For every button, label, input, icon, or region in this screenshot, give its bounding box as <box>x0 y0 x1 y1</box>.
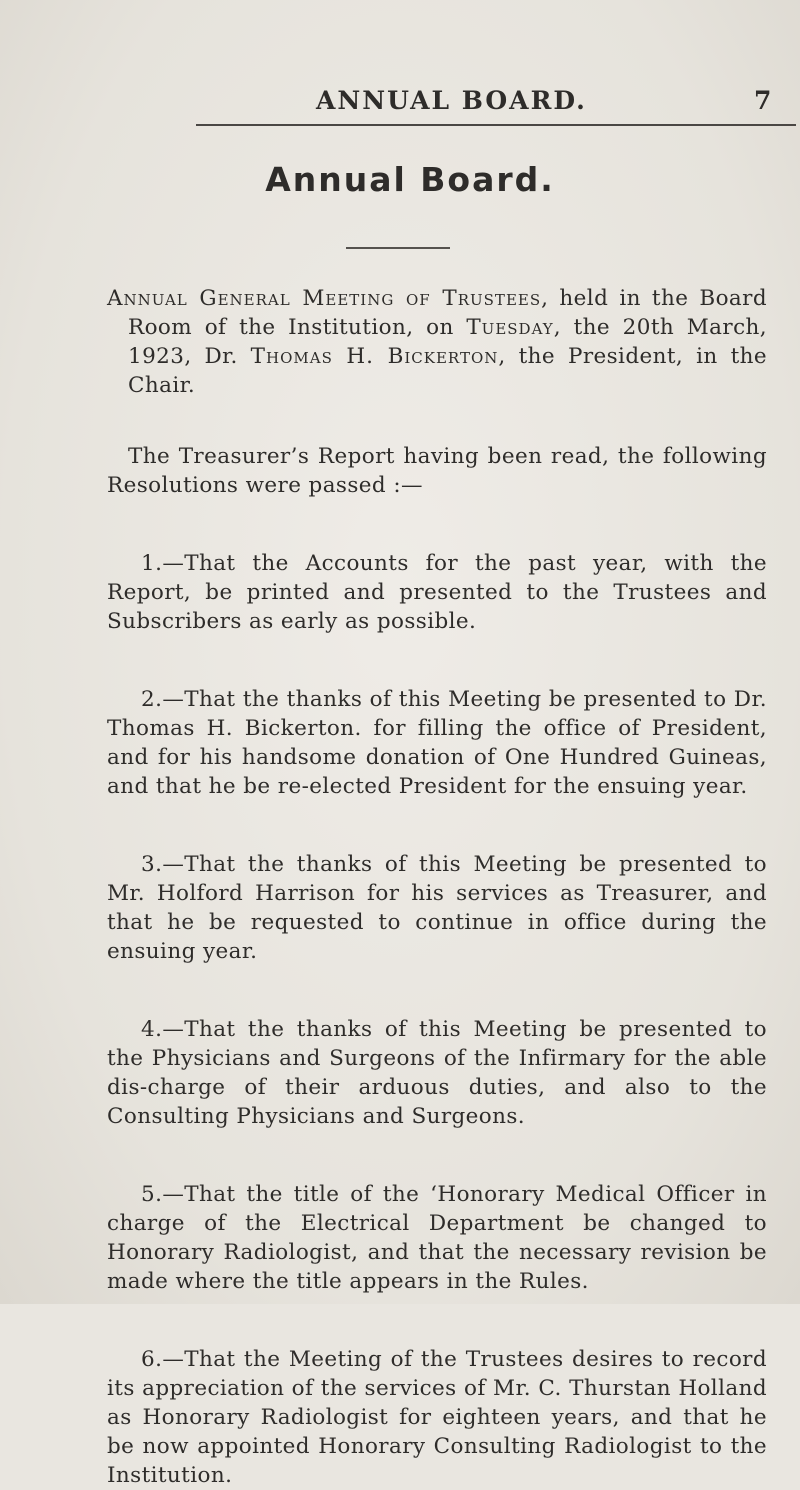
running-head <box>0 86 800 116</box>
meeting-preamble <box>107 284 767 400</box>
resolution-text: That the title of the ‘Honorary Medical Officer in charge of the Electrical Department be changed to Honorary Radiologist, and that the necessary revision be made where the title appears in the Rules. <box>107 1182 767 1294</box>
resolution-text: That the Meeting of the Trustees desires to record its appreciation of the services of Mr. C. Thurstan Holland as Honorary Radiologist for eighteen years, and that he be now appointed Honorary Consulting Radiologist to the Institution. <box>107 1347 767 1488</box>
meeting-date: , the 20th March, 1923, Dr. <box>128 315 767 369</box>
resolution-text: That the thanks of this Meeting be presented to Dr. Thomas H. Bickerton. for filling the office of President, and for his handsome donation of One Hundred Guineas, and that he be re-elected President for the ensuing year. <box>107 687 767 799</box>
resolution-text: That the thanks of this Meeting be presented to Mr. Holford Harrison for his services as Treasurer, and that he be requested to continue in office during the ensuing year. <box>107 852 767 964</box>
meeting-day: Tuesday <box>466 315 554 340</box>
resolution-text: That the Accounts for the past year, with the Report, be printed and presented to the Trustees and Subscribers as early as possible. <box>107 551 767 634</box>
header-rule <box>196 124 796 126</box>
meeting-name: Annual General Meeting of Trustees <box>107 286 542 311</box>
page-number: 7 <box>754 86 772 115</box>
resolution-2 <box>107 685 767 801</box>
resolution-4 <box>107 1015 767 1131</box>
resolution-3 <box>107 850 767 966</box>
running-head-title: ANNUAL BOARD. <box>316 86 587 115</box>
resolution-number: 1.— <box>141 551 185 576</box>
resolution-1 <box>107 549 767 636</box>
resolution-number: 4.— <box>141 1017 185 1042</box>
preamble-ending: , the President, in the Chair. <box>128 344 767 398</box>
document-title: Annual Board. <box>265 160 555 199</box>
title-divider <box>346 247 450 249</box>
president-name: Thomas H. Bickerton <box>250 344 499 369</box>
resolution-6 <box>107 1345 767 1490</box>
resolution-number: 6.— <box>141 1347 185 1372</box>
resolution-number: 3.— <box>141 852 185 877</box>
resolution-number: 2.— <box>141 687 185 712</box>
resolution-text: That the thanks of this Meeting be presented to the Physicians and Surgeons of the Infirmary for the able dis-charge of their arduous duties, and also to the Consulting Physicians and Surgeons. <box>107 1017 767 1129</box>
resolution-5 <box>107 1180 767 1296</box>
resolution-number: 5.— <box>141 1182 185 1207</box>
preamble-rest: , held in the Board Room of the Institution, on <box>128 286 767 340</box>
document-body <box>107 284 767 1490</box>
intro-paragraph: The Treasurer’s Report having been read, the following Resolutions were passed :— <box>107 444 767 498</box>
